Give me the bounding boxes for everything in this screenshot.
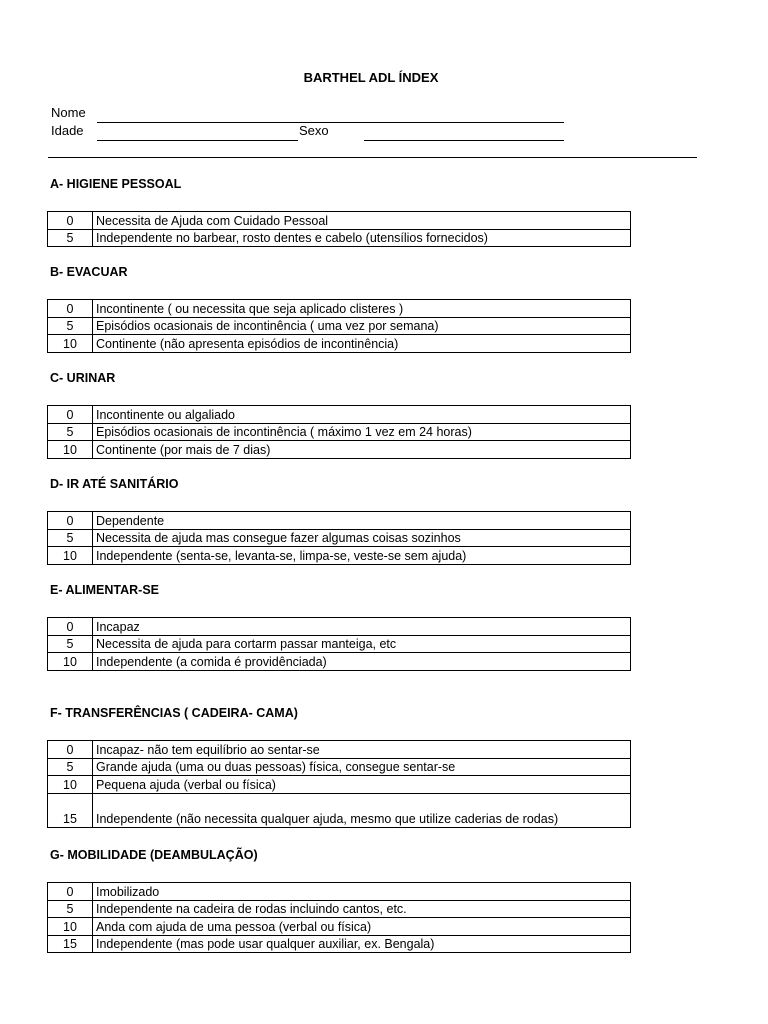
section-table-urinar — [47, 405, 631, 459]
points-cell: 10 — [48, 441, 93, 459]
table-row[interactable] — [48, 653, 631, 671]
nome-input-line[interactable] — [97, 122, 564, 123]
table-row[interactable] — [48, 423, 631, 441]
description-cell: Dependente — [93, 512, 631, 530]
description-cell: Anda com ajuda de uma pessoa (verbal ou física) — [93, 918, 631, 936]
description-cell: Independente na cadeira de rodas incluindo cantos, etc. — [93, 900, 631, 918]
section-title-transferencias: F- TRANSFERÊNCIAS ( CADEIRA- CAMA) — [50, 706, 298, 720]
table-row[interactable] — [48, 741, 631, 759]
table-row[interactable] — [48, 935, 631, 953]
points-cell: 5 — [48, 900, 93, 918]
page-title: BARTHEL ADL ÍNDEX — [303, 70, 439, 85]
points-cell: 15 — [48, 793, 93, 827]
points-cell: 5 — [48, 635, 93, 653]
table-row[interactable] — [48, 758, 631, 776]
points-cell: 0 — [48, 300, 93, 318]
description-cell: Incapaz — [93, 618, 631, 636]
points-cell: 5 — [48, 317, 93, 335]
description-cell: Continente (por mais de 7 dias) — [93, 441, 631, 459]
description-cell: Independente (senta-se, levanta-se, limpa-se, veste-se sem ajuda) — [93, 547, 631, 565]
table-row[interactable] — [48, 512, 631, 530]
points-cell: 15 — [48, 935, 93, 953]
section-title-ir-ate-sanitario: D- IR ATÉ SANITÁRIO — [50, 477, 179, 491]
description-cell: Incontinente ( ou necessita que seja aplicado clisteres ) — [93, 300, 631, 318]
section-title-urinar: C- URINAR — [50, 371, 116, 385]
description-cell: Independente (mas pode usar qualquer auxiliar, ex. Bengala) — [93, 935, 631, 953]
sexo-label: Sexo — [299, 123, 329, 138]
section-table-evacuar — [47, 299, 631, 353]
table-row[interactable] — [48, 335, 631, 353]
points-cell: 10 — [48, 653, 93, 671]
description-cell: Episódios ocasionais de incontinência ( uma vez por semana) — [93, 317, 631, 335]
section-title-evacuar: B- EVACUAR — [50, 265, 128, 279]
description-cell: Incapaz- não tem equilíbrio ao sentar-se — [93, 741, 631, 759]
table-row[interactable] — [48, 406, 631, 424]
description-cell: Necessita de Ajuda com Cuidado Pessoal — [93, 212, 631, 230]
nome-label: Nome — [51, 105, 86, 120]
points-cell: 0 — [48, 512, 93, 530]
description-cell: Necessita de ajuda para cortarm passar manteiga, etc — [93, 635, 631, 653]
table-row[interactable] — [48, 793, 631, 827]
section-title-alimentar-se: E- ALIMENTAR-SE — [50, 583, 160, 597]
section-title-higiene-pessoal: A- HIGIENE PESSOAL — [50, 177, 182, 191]
section-table-alimentar-se — [47, 617, 631, 671]
points-cell: 10 — [48, 547, 93, 565]
description-cell: Grande ajuda (uma ou duas pessoas) física, consegue sentar-se — [93, 758, 631, 776]
points-cell: 10 — [48, 918, 93, 936]
points-cell: 10 — [48, 776, 93, 794]
table-row[interactable] — [48, 776, 631, 794]
description-cell: Independente no barbear, rosto dentes e cabelo (utensílios fornecidos) — [93, 229, 631, 247]
description-cell: Episódios ocasionais de incontinência ( máximo 1 vez em 24 horas) — [93, 423, 631, 441]
points-cell: 0 — [48, 406, 93, 424]
table-row[interactable] — [48, 883, 631, 901]
idade-label: Idade — [51, 123, 84, 138]
description-cell: Incontinente ou algaliado — [93, 406, 631, 424]
description-cell: Independente (não necessita qualquer ajuda, mesmo que utilize caderias de rodas) — [93, 793, 631, 827]
description-cell: Necessita de ajuda mas consegue fazer algumas coisas sozinhos — [93, 529, 631, 547]
table-row[interactable] — [48, 212, 631, 230]
section-table-higiene-pessoal — [47, 211, 631, 247]
table-row[interactable] — [48, 900, 631, 918]
table-row[interactable] — [48, 300, 631, 318]
section-table-transferencias — [47, 740, 631, 828]
points-cell: 5 — [48, 758, 93, 776]
sexo-input-line[interactable] — [364, 140, 564, 141]
table-row[interactable] — [48, 635, 631, 653]
table-row[interactable] — [48, 441, 631, 459]
points-cell: 0 — [48, 618, 93, 636]
table-row[interactable] — [48, 529, 631, 547]
description-cell: Imobilizado — [93, 883, 631, 901]
points-cell: 5 — [48, 229, 93, 247]
points-cell: 0 — [48, 741, 93, 759]
points-cell: 10 — [48, 335, 93, 353]
section-table-mobilidade — [47, 882, 631, 953]
idade-input-line[interactable] — [97, 140, 298, 141]
points-cell: 0 — [48, 212, 93, 230]
points-cell: 5 — [48, 423, 93, 441]
table-row[interactable] — [48, 547, 631, 565]
description-cell: Pequena ajuda (verbal ou física) — [93, 776, 631, 794]
description-cell: Independente (a comida é providênciada) — [93, 653, 631, 671]
points-cell: 5 — [48, 529, 93, 547]
section-table-ir-ate-sanitario — [47, 511, 631, 565]
header-divider — [48, 157, 697, 158]
table-row[interactable] — [48, 618, 631, 636]
description-cell: Continente (não apresenta episódios de incontinência) — [93, 335, 631, 353]
table-row[interactable] — [48, 317, 631, 335]
points-cell: 0 — [48, 883, 93, 901]
table-row[interactable] — [48, 229, 631, 247]
table-row[interactable] — [48, 918, 631, 936]
section-title-mobilidade: G- MOBILIDADE (DEAMBULAÇÃO) — [50, 848, 258, 862]
